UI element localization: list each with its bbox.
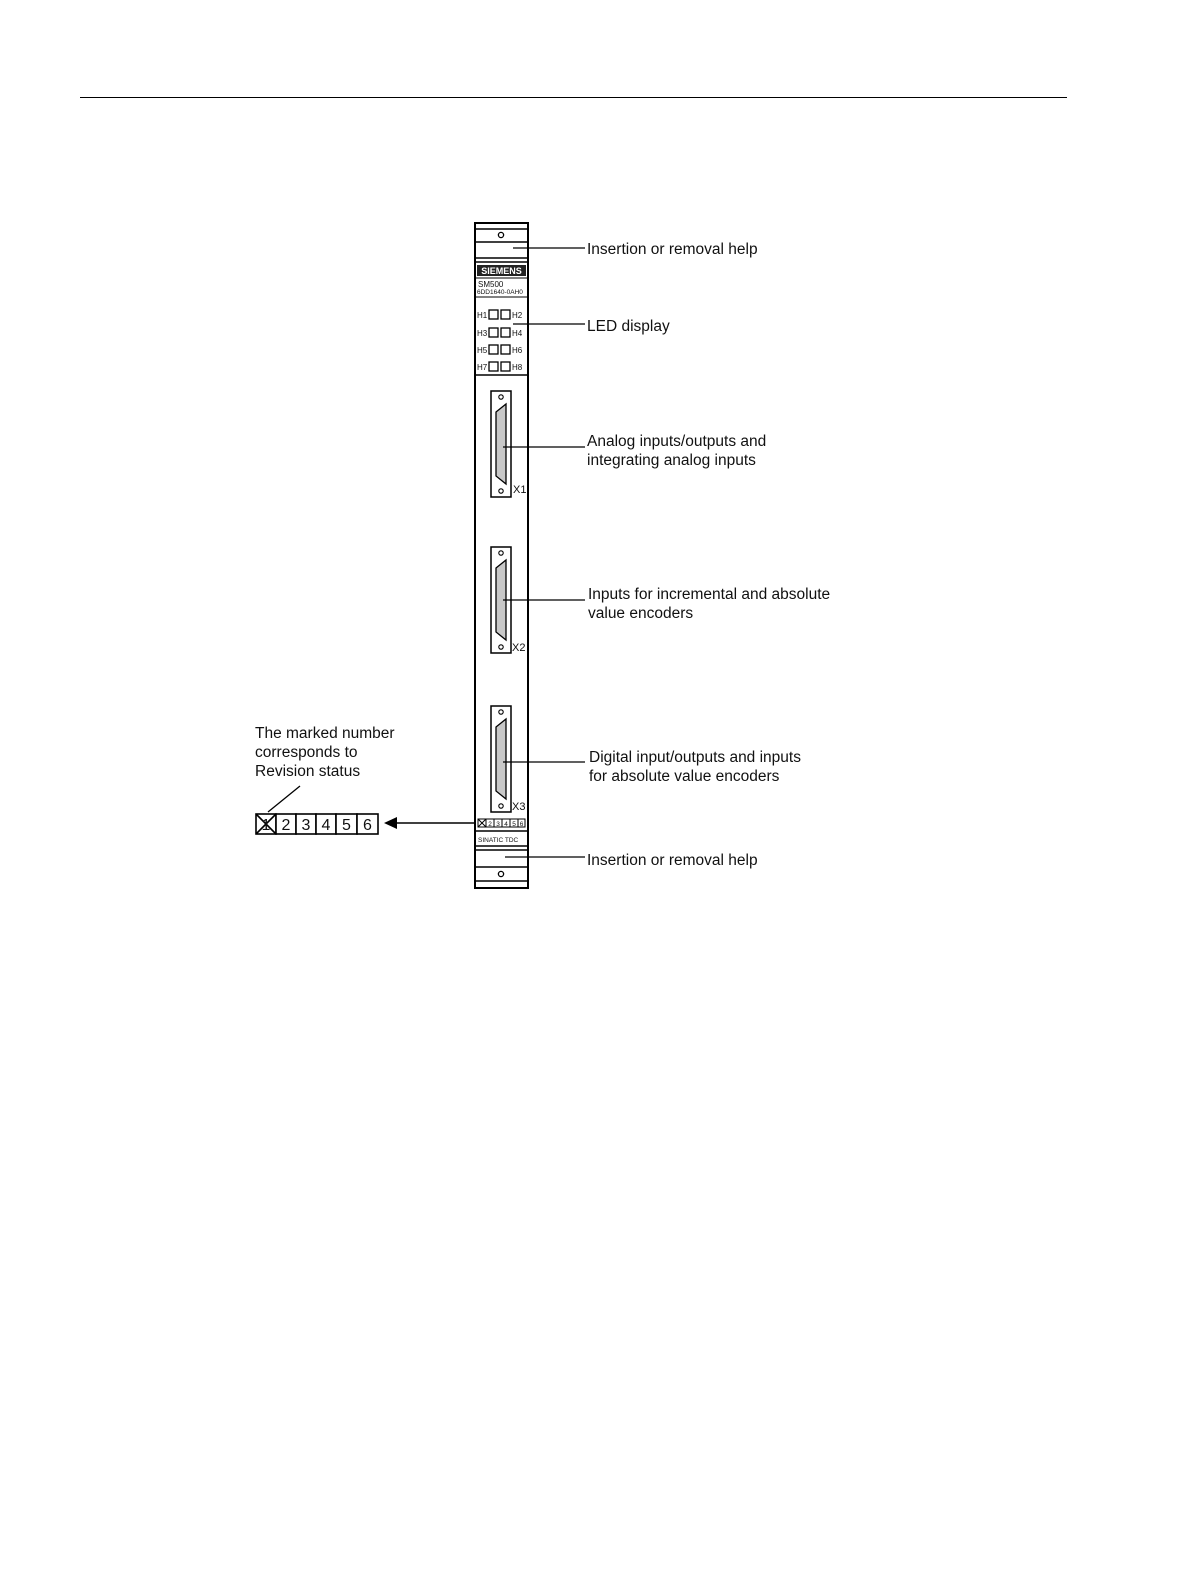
revision-number: 5 <box>342 817 351 834</box>
callout-x1: Analog inputs/outputs and integrating analog inputs <box>587 433 767 469</box>
mini-revision-strip <box>478 819 525 828</box>
callout-led-display: LED display <box>587 318 670 335</box>
led-label: H5 <box>477 346 488 355</box>
connector-label: X2 <box>512 642 526 654</box>
revision-number: 3 <box>301 817 311 834</box>
sub-d-socket-icon <box>496 719 506 799</box>
connector-label: X1 <box>513 484 527 496</box>
led-label: H1 <box>477 311 488 320</box>
led-label: H8 <box>512 363 523 372</box>
mini-revision-number: 3 <box>496 821 500 828</box>
led-label: H2 <box>512 311 523 320</box>
revision-number: 4 <box>321 817 331 834</box>
revision-strip <box>256 814 378 834</box>
led-icon <box>501 310 510 319</box>
connector-label: X3 <box>512 801 526 813</box>
order-number: 6DD1640-0AH0 <box>477 289 523 296</box>
led-icon <box>489 328 498 337</box>
revision-note: The marked number corresponds to Revision status <box>255 725 395 780</box>
led-icon <box>489 310 498 319</box>
callout-x3: Digital input/outputs and inputs for absolute value encoders <box>589 749 801 785</box>
led-icon <box>489 345 498 354</box>
revision-number: 6 <box>363 817 372 834</box>
led-label: H4 <box>512 329 523 338</box>
revision-number-marked: 1 <box>261 817 271 834</box>
mini-revision-number: 5 <box>512 821 516 828</box>
arrow-left-icon <box>384 817 397 829</box>
led-icon <box>489 362 498 371</box>
mini-revision-number: 4 <box>504 821 508 828</box>
mini-revision-number: 6 <box>519 821 524 828</box>
led-icon <box>501 328 510 337</box>
led-icon <box>501 362 510 371</box>
footer-label: SINATIC TDC <box>478 837 519 844</box>
led-label: H3 <box>477 329 488 338</box>
sub-d-socket-icon <box>496 404 506 484</box>
note-leader-line <box>268 786 300 812</box>
callout-x2: Inputs for incremental and absolute value encoders <box>588 586 831 622</box>
revision-number: 2 <box>281 817 291 834</box>
model-text: SM500 <box>478 280 504 289</box>
brand-text: SIEMENS <box>481 266 522 276</box>
led-icon <box>501 345 510 354</box>
callout-insertion-bottom: Insertion or removal help <box>587 852 758 869</box>
callout-insertion-top: Insertion or removal help <box>587 241 758 258</box>
mini-revision-number: 2 <box>488 821 492 828</box>
led-label: H6 <box>512 346 523 355</box>
led-label: H7 <box>477 363 488 372</box>
